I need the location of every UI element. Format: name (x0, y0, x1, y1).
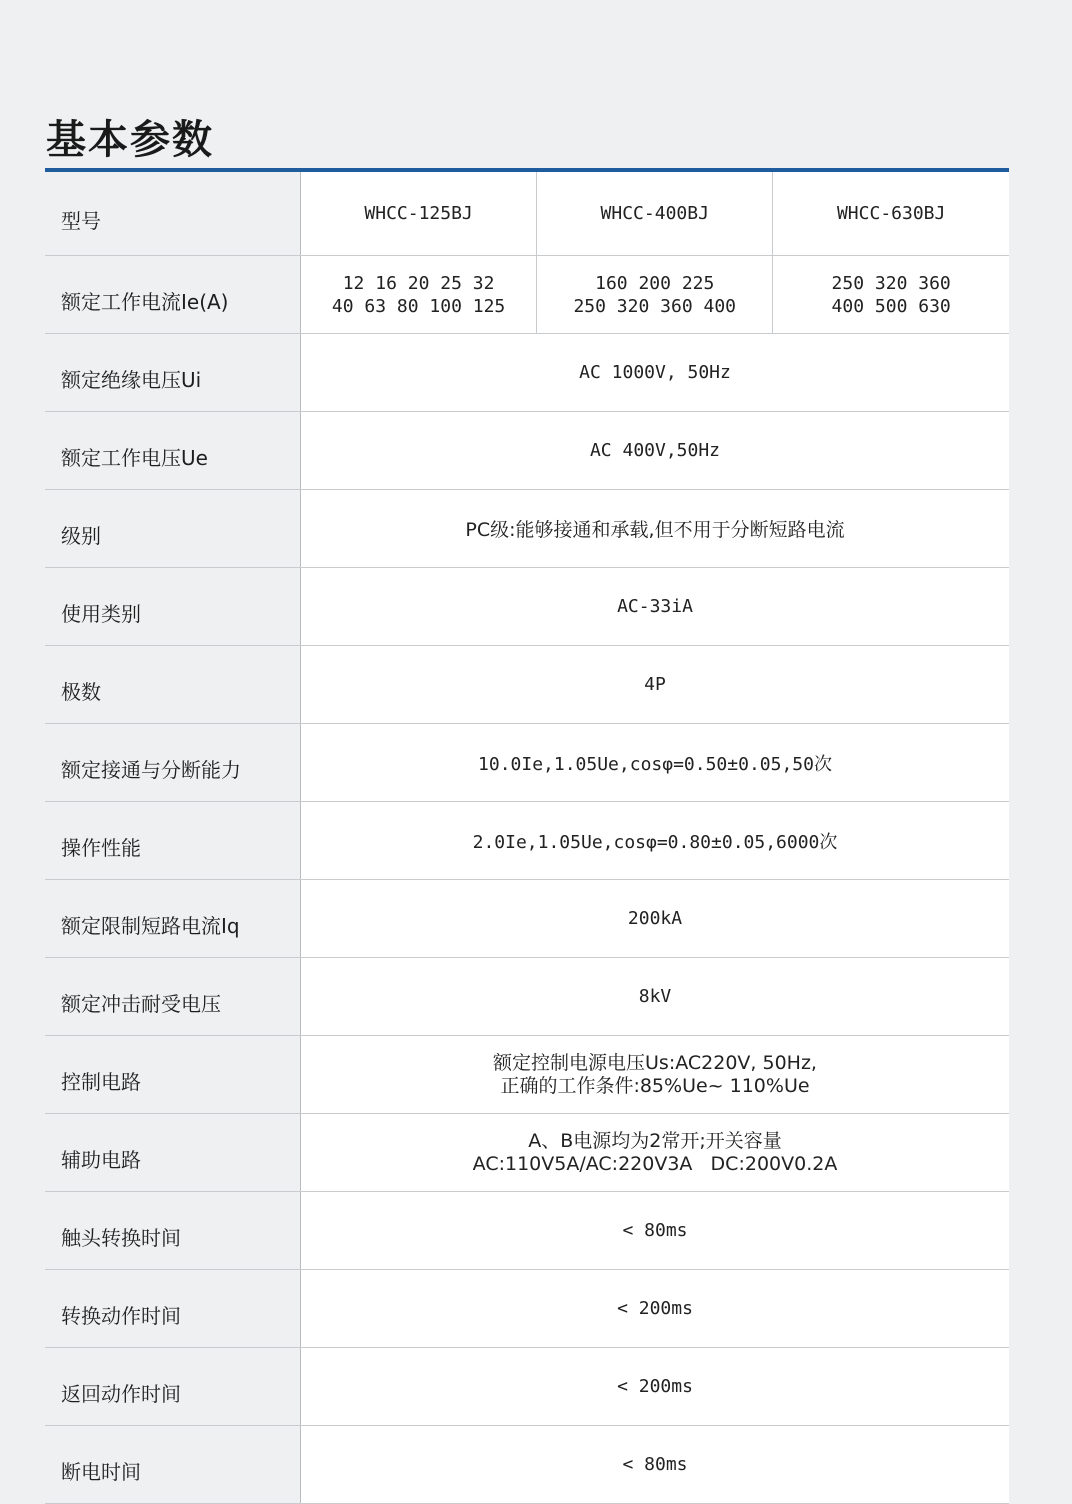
parameter-table (45, 172, 1009, 1504)
value-ui: AC 1000V, 50Hz (301, 334, 1010, 412)
value-line: 250 320 360 (831, 272, 951, 294)
row-label-aux: 辅助电路 (45, 1114, 301, 1192)
row-label-model: 型号 (45, 172, 301, 256)
value-aux (301, 1114, 1010, 1192)
value-power-off: < 80ms (301, 1426, 1010, 1504)
value-line: 250 320 360 400 (573, 295, 737, 317)
table-row (45, 1036, 1009, 1114)
value-poles: 4P (301, 646, 1010, 724)
row-label-poles: 极数 (45, 646, 301, 724)
table-row (45, 1192, 1009, 1270)
value-iq: 200kA (301, 880, 1010, 958)
row-label-control: 控制电路 (45, 1036, 301, 1114)
table-row (45, 412, 1009, 490)
table-row (45, 334, 1009, 412)
table-row (45, 490, 1009, 568)
row-label-making: 额定接通与分断能力 (45, 724, 301, 802)
model-630: WHCC-630BJ (773, 172, 1009, 256)
row-label-impulse: 额定冲击耐受电压 (45, 958, 301, 1036)
row-label-ue: 额定工作电压Ue (45, 412, 301, 490)
value-line: AC:110V5A/AC:220V3A DC:200V0.2A (472, 1152, 838, 1175)
model-400: WHCC-400BJ (537, 172, 773, 256)
row-label-category: 使用类别 (45, 568, 301, 646)
value-line: 40 63 80 100 125 (331, 295, 506, 317)
row-label-contact-transfer: 触头转换时间 (45, 1192, 301, 1270)
table-row (45, 646, 1009, 724)
value-line: 12 16 20 25 32 (342, 272, 495, 294)
table-row (45, 1426, 1009, 1504)
value-line: 额定控制电源电压Us:AC220V, 50Hz, (493, 1051, 817, 1074)
value-impulse: 8kV (301, 958, 1010, 1036)
table-row (45, 880, 1009, 958)
value-transfer-action: < 200ms (301, 1270, 1010, 1348)
table-row (45, 172, 1009, 256)
value-making: 10.0Ie,1.05Ue,cosφ=0.50±0.05,50次 (301, 724, 1010, 802)
row-label-ui: 额定绝缘电压Ui (45, 334, 301, 412)
current-values-400 (537, 256, 773, 334)
value-line: 400 500 630 (831, 295, 951, 317)
value-operation: 2.0Ie,1.05Ue,cosφ=0.80±0.05,6000次 (301, 802, 1010, 880)
current-values-125 (301, 256, 537, 334)
table-row (45, 724, 1009, 802)
row-label-operation: 操作性能 (45, 802, 301, 880)
table-row (45, 1114, 1009, 1192)
value-ue: AC 400V,50Hz (301, 412, 1010, 490)
value-line: 正确的工作条件:85%Ue~ 110%Ue (500, 1074, 810, 1097)
value-control (301, 1036, 1010, 1114)
value-line: A、B电源均为2常开;开关容量 (528, 1129, 782, 1152)
value-grade: PC级:能够接通和承载,但不用于分断短路电流 (301, 490, 1010, 568)
value-category: AC-33iA (301, 568, 1010, 646)
table-row (45, 568, 1009, 646)
row-label-transfer-action: 转换动作时间 (45, 1270, 301, 1348)
table-row (45, 1348, 1009, 1426)
value-contact-transfer: < 80ms (301, 1192, 1010, 1270)
row-label-power-off: 断电时间 (45, 1426, 301, 1504)
table-row (45, 802, 1009, 880)
table-row (45, 958, 1009, 1036)
page-title: 基本参数 (46, 117, 214, 163)
row-label-current: 额定工作电流Ie(A) (45, 256, 301, 334)
row-label-iq: 额定限制短路电流Iq (45, 880, 301, 958)
table-row (45, 1270, 1009, 1348)
value-return-action: < 200ms (301, 1348, 1010, 1426)
row-label-grade: 级别 (45, 490, 301, 568)
table-row (45, 256, 1009, 334)
model-125: WHCC-125BJ (301, 172, 537, 256)
row-label-return-action: 返回动作时间 (45, 1348, 301, 1426)
current-values-630 (773, 256, 1009, 334)
value-line: 160 200 225 (595, 272, 715, 294)
